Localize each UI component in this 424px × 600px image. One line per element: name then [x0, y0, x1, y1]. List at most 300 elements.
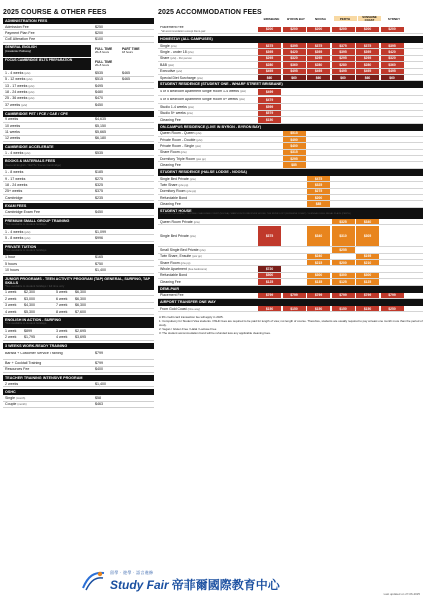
- price-cell: [356, 104, 379, 109]
- table-row: 25+ weeks $375: [3, 189, 154, 195]
- price-cell: [283, 176, 306, 181]
- table-row: Twin Share, Ensuite(p/w pp) $240 $195: [158, 254, 423, 260]
- price-cell: [381, 201, 404, 206]
- table-row: 18 - 24 weeks (p/w) $480: [3, 89, 154, 95]
- table-row: Payment Plan Fee $200: [3, 30, 154, 36]
- price-cell: [332, 195, 355, 200]
- price-cell: [258, 137, 281, 142]
- price-cell: $395: [356, 49, 379, 54]
- price-cell: [381, 156, 404, 161]
- price-cell: [307, 97, 330, 102]
- column-byron-bay: BYRON BAY: [287, 16, 305, 21]
- table-row: 18 - 24 weeks $325: [3, 182, 154, 188]
- price-cell: [283, 97, 306, 102]
- price-cell: $325: [332, 219, 355, 224]
- price-cell: [307, 89, 330, 94]
- price-cell: $375: [356, 43, 379, 48]
- price-cell: [332, 137, 355, 142]
- table-row: Studio 5+ weeks(p/w) $579: [158, 111, 423, 117]
- price-cell: $375: [332, 43, 355, 48]
- live-in-byron-header: ON-CAMPUS RESIDENCE (LIVE IN BYRON - BYRON BAY): [158, 124, 423, 131]
- price-cell: [381, 260, 404, 265]
- table-row: Single(p/w) $375 $395 $375 $375 $375 $395: [158, 43, 423, 49]
- price-cell: $280: [356, 62, 379, 67]
- price-cell: [332, 143, 355, 148]
- column-sunshine-coast: SUNSHINE COAST: [358, 16, 381, 21]
- price-cell: $60: [356, 75, 379, 80]
- price-cell: $200: [332, 260, 355, 265]
- price-cell: [381, 233, 404, 238]
- price-cell: [381, 137, 404, 142]
- student-house-header: STUDENT HOUSE TOOWONG (BRISBANE) / CENTRAL CHALLENGE COURT (NOOSA) / MAROOCHYDORE RIVER HOUSE, THE RIVER LOFT (SUNSHINE COAST) / GLENDALOUGH, REGAL PLACE (PERTH): [158, 208, 423, 219]
- price-cell: $60: [258, 75, 281, 80]
- course-fees-title: 2025 COURSE & OTHER FEES: [3, 9, 107, 16]
- price-cell: $495: [283, 69, 306, 74]
- price-cell: [307, 219, 330, 224]
- price-cell: [356, 137, 379, 142]
- price-cell: [356, 150, 379, 155]
- price-cell: [283, 233, 306, 238]
- price-cell: [283, 260, 306, 265]
- study-fair-logo: 留學 · 遊學 · 語言進修 Study Fair 帝菲爾國際教育中心: [80, 567, 320, 595]
- premium-training-header: PREMIUM SMALL GROUP TRAINING *Not available to student holidays: [3, 218, 154, 229]
- table-row: Cleaning Fee $125 $135 $125 $125: [158, 279, 423, 285]
- price-cell: $799: [381, 293, 404, 298]
- price-cell: $150: [307, 306, 330, 311]
- price-cell: $300: [332, 273, 355, 278]
- price-cell: [332, 89, 355, 94]
- price-cell: $210: [356, 260, 379, 265]
- price-cell: $250: [381, 306, 404, 311]
- table-row: Single Bed Private(p/w) $475: [158, 176, 423, 182]
- table-row: 11 weeks $5,665: [3, 129, 154, 135]
- admin-fees-list: [3, 24, 154, 43]
- price-cell: $799: [332, 293, 355, 298]
- price-cell: [258, 150, 281, 155]
- price-cell: [307, 247, 330, 252]
- table-row: Share Room(p/w) $315: [158, 150, 423, 156]
- price-cell: [356, 97, 379, 102]
- price-cell: $495: [381, 69, 404, 74]
- table-row: Single - under 18(p/w) $395 $420 $395 $395 $395 $420: [158, 49, 423, 55]
- price-cell: $599: [258, 104, 281, 109]
- table-row: Share Room(p/w pp) $215 $200 $210: [158, 260, 423, 266]
- table-row: 1 - 4 weeks (p/w) $535: [3, 150, 154, 156]
- price-cell: [356, 182, 379, 187]
- price-cell: $255: [332, 247, 355, 252]
- logo-mark-icon: [80, 570, 106, 592]
- price-cell: $85: [283, 162, 306, 167]
- price-cell: $150: [258, 306, 281, 311]
- airport-transfer-header: AIRPORT TRANSFER ONE WAY: [158, 299, 423, 306]
- price-cell: [381, 150, 404, 155]
- student-house-list: [158, 219, 423, 286]
- table-row: From Gold Coast(One way) $150 $150 $150 $150 $150 $250: [158, 306, 423, 312]
- price-cell: $280: [258, 62, 281, 67]
- price-cell: [332, 176, 355, 181]
- focus-cambridge-list: [3, 70, 154, 108]
- price-cell: $360: [283, 62, 306, 67]
- price-cell: $799: [283, 293, 306, 298]
- price-cell: [381, 189, 404, 194]
- price-cell: [283, 89, 306, 94]
- accommodation-fees-column: [158, 0, 423, 335]
- price-cell: [283, 279, 306, 284]
- work-ready-header: 3 WEEKS WORK-READY TRAINING: [3, 343, 154, 349]
- table-row: 10 weeks $5,150: [3, 123, 154, 129]
- footnotes: A 3% credit card transaction fee will apply in 2025. 1: Compulsory for Student Visa students. OSHC fees are required to be paid for length of visa; not length of course. Therefore, students are usually required to pay at least one month more than the period of study. 2: Vegan / Gluten Free / Halal / Lactose Free 3: The student accommodation bond will be refunded less any applicable cleaning fees.: [159, 315, 423, 336]
- teacher-training-header: TEACHER TRAINING INTENSIVE PROGRAM: [3, 375, 154, 381]
- table-row: Dormitory Triple Room(p/w pp) $295: [158, 156, 423, 162]
- price-cell: $375: [307, 43, 330, 48]
- table-row: Bar + Cocktail Training $799: [3, 360, 154, 366]
- price-cell: [258, 131, 281, 136]
- price-cell: $400: [283, 143, 306, 148]
- price-cell: [332, 162, 355, 167]
- price-cell: $215: [307, 260, 330, 265]
- price-cell: $295: [283, 156, 306, 161]
- price-cell: $240: [307, 254, 330, 259]
- demi-pair-header: DEMI-PAIR: [158, 286, 423, 293]
- table-row: 5 - 12 weeks (p/w) $515 $465: [3, 77, 154, 83]
- homestay-list: [158, 43, 423, 81]
- price-cell: [381, 182, 404, 187]
- table-row: Refundable Bond $200: [158, 195, 423, 201]
- table-row: 25 - 36 weeks (p/w) $470: [3, 96, 154, 102]
- price-cell: [356, 266, 379, 271]
- price-cell: $340: [307, 226, 330, 246]
- price-cell: [356, 162, 379, 167]
- column-sydney: SYDNEY: [387, 16, 401, 21]
- table-row: 9 weeks $4,635: [3, 117, 154, 123]
- junior-programs-header: JUNIOR PROGRAMS - TEEN ACTIVITY PROGRAM (TAP) GENERAL, SURFING, TAP SKILLS *Not available to student holidays / full time only: [3, 276, 154, 290]
- price-cell: $579: [258, 111, 281, 116]
- price-cell: $60: [283, 75, 306, 80]
- table-row: 37 weeks (p/w) $450: [3, 102, 154, 108]
- price-cell: [258, 195, 281, 200]
- table-row: Dormitory Room(p/w pp) $275: [158, 189, 423, 195]
- price-cell: [307, 143, 330, 148]
- price-cell: [307, 156, 330, 161]
- table-row: Twin Share(p/w pp) $325: [158, 182, 423, 188]
- price-cell: $395: [258, 49, 281, 54]
- price-cell: $295: [332, 56, 355, 61]
- price-cell: $340: [356, 219, 379, 224]
- price-cell: [356, 89, 379, 94]
- table-row: 5 hours $750: [3, 261, 154, 267]
- price-cell: [283, 117, 306, 122]
- price-cell: $375: [258, 226, 281, 246]
- price-cell: [381, 266, 404, 271]
- price-cell: [332, 97, 355, 102]
- table-row: 4 or 5 Bedroom Apartment Single Room 5+ weeks(p/w) $479: [158, 96, 423, 104]
- private-tuition-header: PRIVATE TUITION *Not available to student holidays: [3, 244, 154, 255]
- cambridge-exams-header: CAMBRIDGE PET / FCE / CAE / CPE: [3, 111, 154, 117]
- homestay-header: HOMESTAY (ALL CAMPUSES): [158, 36, 423, 43]
- wharf-street-header: STUDENT RESIDENCE (STUDENT ONE - WHARF STREET BRISBANE): [158, 81, 423, 88]
- price-cell: [381, 104, 404, 109]
- price-cell: [283, 182, 306, 187]
- price-cell: $360: [381, 62, 404, 67]
- table-row: 9 - 17 weeks $275: [3, 176, 154, 182]
- table-row: Cleaning Fee $150: [158, 117, 423, 123]
- price-cell: $420: [381, 49, 404, 54]
- airport-transfer-list: [158, 306, 423, 312]
- price-cell: [258, 219, 281, 224]
- table-row: 1 - 4 weeks (p/w) $535 $465: [3, 70, 154, 76]
- price-cell: $300: [356, 273, 379, 278]
- price-cell: [356, 189, 379, 194]
- price-cell: [283, 111, 306, 116]
- price-cell: [332, 254, 355, 259]
- price-cell: [283, 273, 306, 278]
- table-row: 10 hours $1,400: [3, 267, 154, 273]
- price-cell: [332, 156, 355, 161]
- price-cell: [258, 189, 281, 194]
- price-cell: [332, 111, 355, 116]
- price-cell: [283, 266, 306, 271]
- last-updated: Last updated on 27-06-2025: [383, 592, 420, 596]
- table-row: 1 - 4 weeks (p/w) $1,099: [3, 229, 154, 235]
- table-row: Studio 1-4 weeks(p/w) $599: [158, 104, 423, 110]
- price-cell: $375: [258, 43, 281, 48]
- price-cell: [356, 131, 379, 136]
- table-row: 2 week $3,000 6 week $6,300: [3, 296, 154, 302]
- price-cell: [307, 131, 330, 136]
- table-row: 2 week $1,795 4 week $3,695: [3, 335, 154, 341]
- price-cell: [332, 266, 355, 271]
- price-cell: [381, 219, 404, 224]
- books-materials-list: [3, 169, 154, 201]
- cambridge-accelerate-header: CAMBRIDGE ACCELERATE: [3, 144, 154, 150]
- price-cell: $295: [356, 56, 379, 61]
- price-cell: [258, 254, 281, 259]
- table-row: Couple (month) $463: [3, 402, 154, 408]
- table-row: Private Room - Single(p/w) $400: [158, 143, 423, 149]
- price-cell: [356, 156, 379, 161]
- price-cell: [283, 219, 306, 224]
- price-cell: [356, 111, 379, 116]
- price-cell: $500: [258, 273, 281, 278]
- table-row: 4 or 5 Bedroom Apartment Single Room 1-4 weeks(p/w) $499: [158, 88, 423, 96]
- price-cell: $395: [283, 43, 306, 48]
- price-cell: [356, 143, 379, 148]
- table-row: Small Single Bed Private(p/w) $255: [158, 247, 423, 253]
- column-perth: PERTH: [334, 16, 357, 21]
- exam-fees-header: EXAM FEES: [3, 203, 154, 209]
- price-cell: [381, 254, 404, 259]
- table-row: Share(p/w) - Per person $295 $320 $295 $295 $295 $320: [158, 56, 423, 62]
- table-row: Executive(p/w) $495 $495 $495 $495 $495 $495: [158, 69, 423, 75]
- price-cell: $479: [258, 97, 281, 102]
- price-cell: $320: [381, 56, 404, 61]
- price-cell: $495: [356, 69, 379, 74]
- price-cell: [332, 201, 355, 206]
- price-cell: [307, 111, 330, 116]
- price-cell: $125: [356, 279, 379, 284]
- price-cell: $295: [258, 56, 281, 61]
- price-cell: $720: [258, 266, 281, 271]
- price-cell: $395: [332, 49, 355, 54]
- price-cell: $135: [307, 279, 330, 284]
- cambridge-exams-list: [3, 117, 154, 143]
- price-cell: [258, 162, 281, 167]
- halse-lodge-header: STUDENT RESIDENCE (HALSE LODGE - NOOSA): [158, 169, 423, 176]
- price-cell: [283, 195, 306, 200]
- wharf-street-list: [158, 88, 423, 123]
- price-cell: $295: [307, 56, 330, 61]
- price-cell: $195: [356, 254, 379, 259]
- price-cell: [381, 117, 404, 122]
- price-cell: [381, 273, 404, 278]
- price-cell: $150: [332, 306, 355, 311]
- table-row: Queen Room Private(p/w) $325 $340: [158, 219, 423, 225]
- price-cell: $325: [307, 182, 330, 187]
- table-row: Barista + Customer Service Training $799: [3, 349, 154, 360]
- column-noosa: NOOSA: [314, 16, 326, 21]
- column-brisbane: BRISBANE: [263, 16, 280, 21]
- price-cell: [307, 137, 330, 142]
- price-cell: $315: [283, 150, 306, 155]
- price-cell: $395: [307, 49, 330, 54]
- price-cell: [258, 182, 281, 187]
- price-cell: $60: [381, 75, 404, 80]
- price-cell: $280: [332, 62, 355, 67]
- price-cell: $515: [283, 131, 306, 136]
- price-cell: [356, 176, 379, 181]
- price-cell: [258, 201, 281, 206]
- halse-lodge-list: [158, 176, 423, 208]
- price-cell: [307, 162, 330, 167]
- price-cell: [283, 189, 306, 194]
- price-cell: $499: [258, 89, 281, 94]
- price-cell: [356, 247, 379, 252]
- table-row: Refundable Bond $500 $300 $300 $300: [158, 273, 423, 279]
- table-row: 1 week $2,300 5 week $6,300: [3, 290, 154, 296]
- table-row: 3 week $4,300 7 week $6,300: [3, 303, 154, 309]
- surfing-header: ENGLISH IN ACTION - SURFING *Not available to student holidays: [3, 317, 154, 328]
- price-cell: [381, 279, 404, 284]
- price-cell: [381, 97, 404, 102]
- price-cell: [283, 104, 306, 109]
- price-cell: $200: [307, 195, 330, 200]
- price-cell: $799: [258, 293, 281, 298]
- city-columns-header: [158, 16, 423, 26]
- books-materials-header: BOOKS & MATERIALS FEES (General English / IELTS / Focus Cambridge): [3, 158, 154, 169]
- live-in-byron-list: [158, 131, 423, 169]
- price-cell: [332, 104, 355, 109]
- price-cell: [258, 260, 281, 265]
- table-row: Admission Fee $250: [3, 24, 154, 30]
- table-row: Cambridge Exam Fee $450: [3, 209, 154, 215]
- table-row: 1 hour $165: [3, 255, 154, 261]
- price-cell: [307, 104, 330, 109]
- table-row: Private Room - Double(p/w) $490: [158, 137, 423, 143]
- table-row: Placement Fee $799 $799 $799 $799 $799 $799: [158, 293, 423, 299]
- price-cell: [332, 131, 355, 136]
- table-row: CoE Alteration Fee $100: [3, 37, 154, 43]
- table-row: 4 week $5,300 8 week $7,600: [3, 309, 154, 315]
- table-row: Cleaning Fee $85: [158, 162, 423, 168]
- course-fees-column: [3, 0, 154, 408]
- price-cell: $490: [283, 137, 306, 142]
- price-cell: $395: [381, 43, 404, 48]
- price-cell: [356, 195, 379, 200]
- table-row: B&B(p/w) $280 $360 $280 $280 $280 $360: [158, 62, 423, 68]
- price-cell: $320: [283, 56, 306, 61]
- table-row: 1 - 8 weeks $185: [3, 169, 154, 175]
- price-cell: [258, 143, 281, 148]
- price-cell: [381, 247, 404, 252]
- table-row: 5 - 8 weeks (p/w) $996: [3, 235, 154, 241]
- table-row: 13 - 17 weeks (p/w) $495: [3, 83, 154, 89]
- price-cell: [307, 150, 330, 155]
- price-cell: [381, 162, 404, 167]
- price-cell: $275: [307, 189, 330, 194]
- price-cell: [283, 201, 306, 206]
- price-cell: [381, 195, 404, 200]
- price-cell: $310: [332, 226, 355, 246]
- price-cell: $60: [307, 75, 330, 80]
- price-cell: $150: [258, 117, 281, 122]
- price-cell: [381, 89, 404, 94]
- table-row: Single (month) $58: [3, 395, 154, 401]
- price-cell: [258, 156, 281, 161]
- admin-fees-header: ADMINISTRATION FEES: [3, 18, 154, 24]
- focus-cambridge-header: FOCUS CAMBRIDGE IELTS PREPARATION FULL TIME 20+5 hours: [3, 58, 154, 70]
- price-cell: $150: [356, 306, 379, 311]
- price-cell: [332, 150, 355, 155]
- price-cell: $125: [258, 279, 281, 284]
- price-cell: $60: [332, 75, 355, 80]
- table-row: Cambridge $235: [3, 195, 154, 201]
- price-cell: $799: [307, 293, 330, 298]
- price-cell: $799: [356, 293, 379, 298]
- price-cell: [381, 176, 404, 181]
- table-row: Queen Room - Queen(p/w) $515: [158, 131, 423, 137]
- oshc-header: OSHC: [3, 389, 154, 395]
- price-cell: [307, 117, 330, 122]
- price-cell: [283, 254, 306, 259]
- price-cell: $125: [332, 279, 355, 284]
- price-cell: [258, 176, 281, 181]
- price-cell: $495: [307, 69, 330, 74]
- table-row: Whole Apartment(Fee bedrooms) $720: [158, 266, 423, 272]
- general-english-header: GENERAL ENGLISH (Academic Pathway) FULL TIME 20+5 hours PART TIME 18 hours: [3, 45, 154, 57]
- placement-fee-row: Placement Fee *all accommodation except Demi-pair $200 $200 $200 $200 $200 $200: [158, 26, 423, 34]
- price-cell: $475: [307, 176, 330, 181]
- price-cell: $150: [283, 306, 306, 311]
- table-row: 12 weeks $6,180: [3, 136, 154, 142]
- table-row: Single Bed Private(p/w) $375 $340 $310 $305: [158, 225, 423, 247]
- price-cell: $300: [307, 273, 330, 278]
- price-cell: [332, 189, 355, 194]
- price-cell: $280: [307, 62, 330, 67]
- table-row: Resources Fee $400: [3, 367, 154, 373]
- table-row: Special Diet Surcharge(p/w) $60 $60 $60 $60 $60 $60: [158, 75, 423, 81]
- price-cell: [332, 117, 355, 122]
- price-cell: [283, 247, 306, 252]
- junior-programs-list: [3, 290, 154, 316]
- price-cell: [332, 182, 355, 187]
- price-cell: [381, 131, 404, 136]
- table-row: 2 weeks $1,400: [3, 381, 154, 387]
- price-cell: [356, 117, 379, 122]
- accommodation-fees-title: 2025 ACCOMMODATION FEES: [158, 9, 262, 16]
- price-cell: $305: [356, 226, 379, 246]
- price-cell: $85: [307, 201, 330, 206]
- price-cell: [381, 111, 404, 116]
